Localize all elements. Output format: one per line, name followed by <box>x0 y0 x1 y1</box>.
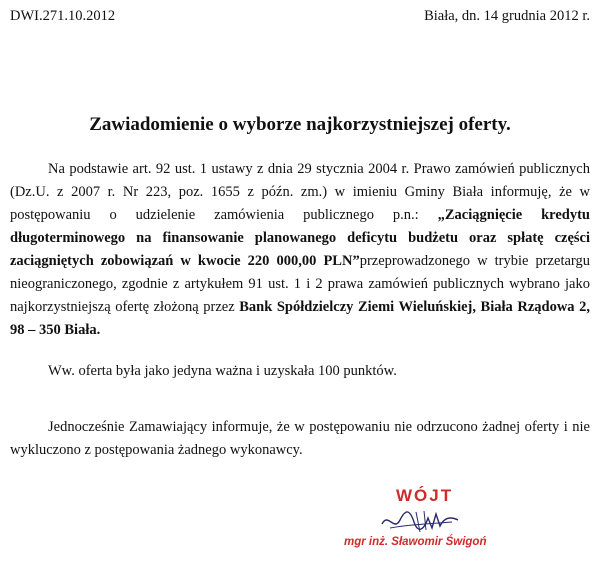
stamp-title: WÓJT <box>396 486 454 505</box>
stamp-signatory-name: mgr inż. Sławomir Świgoń <box>344 536 487 548</box>
paragraph-decision <box>10 158 590 342</box>
paragraph-score <box>10 360 590 383</box>
handwritten-signature <box>380 506 460 536</box>
paragraph-decision-intro: Na podstawie art. 92 ust. 1 ustawy z dnia 29 stycznia 2004 r. Prawo zamówień publicznych (Dz.U. z 2007 r. Nr 223, poz. 1655 z późn. zm.) w imieniu Gminy Biała informuję, że w postępowaniu o udzielenie zamówienia publicznego p.n.: <box>10 161 590 223</box>
official-stamp <box>340 480 500 564</box>
paragraph-no-rejections-text: Jednocześnie Zamawiający informuje, że w postępowaniu nie odrzucono żadnej oferty i nie wykluczono z postępowania żadnego wykonawcy. <box>10 419 590 458</box>
winning-bidder: Bank Spółdzielczy Ziemi Wieluńskiej, Biała Rządowa 2, 98 – 350 Biała. <box>10 299 590 338</box>
document-reference-number: DWI.271.10.2012 <box>10 8 116 24</box>
tender-name: „Zaciągnięcie kredytu długoterminowego na finansowanie planowanego deficytu budżetu oraz spłatę części zaciągniętych zobowiązań w kwocie 220 000,00 PLN” <box>10 207 590 269</box>
document-title: Zawiadomienie o wyborze najkorzystniejszej oferty. <box>89 114 511 135</box>
paragraph-score-text: Ww. oferta była jako jedyna ważna i uzyskała 100 punktów. <box>48 363 397 379</box>
paragraph-no-rejections <box>10 416 590 462</box>
paragraph-decision-middle: przeprowadzonego w trybie przetargu nieograniczonego, zgodnie z artykułem 91 ust. 1 i 2 prawa zamówień publicznych wybrano jako najkorzystniejszą ofertę złożoną przez <box>10 253 590 315</box>
place-and-date: Biała, dn. 14 grudnia 2012 r. <box>424 8 590 24</box>
